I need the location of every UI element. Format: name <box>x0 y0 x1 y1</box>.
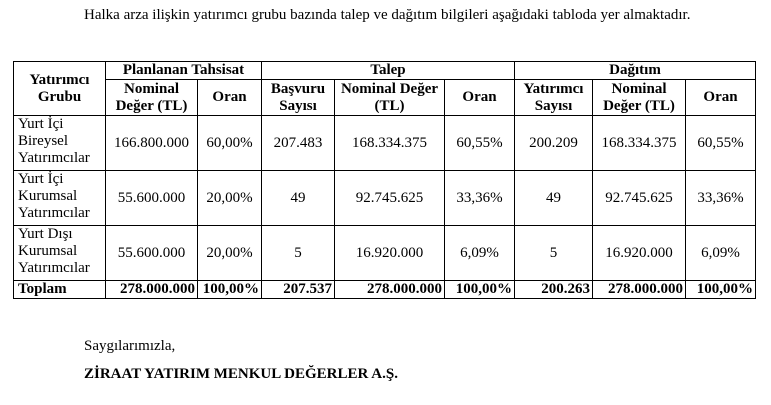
cell-demand-nominal: 168.334.375 <box>335 116 445 171</box>
cell-alloc-ratio: 60,55% <box>686 116 756 171</box>
header-planned-allocation: Planlanan Tahsisat <box>106 62 262 80</box>
cell-applications: 49 <box>262 171 335 226</box>
cell-alloc-nominal: 92.745.625 <box>593 171 686 226</box>
cell-planned-ratio: 60,00% <box>198 116 262 171</box>
header-investors: Yatırımcı Sayısı <box>515 80 593 116</box>
cell-applications: 5 <box>262 226 335 281</box>
total-investors: 200.263 <box>515 281 593 299</box>
cell-planned-nominal: 166.800.000 <box>106 116 198 171</box>
total-alloc-nominal: 278.000.000 <box>593 281 686 299</box>
total-demand-nominal: 278.000.000 <box>335 281 445 299</box>
cell-applications: 207.483 <box>262 116 335 171</box>
cell-investors: 200.209 <box>515 116 593 171</box>
cell-demand-ratio: 6,09% <box>445 226 515 281</box>
cell-demand-ratio: 60,55% <box>445 116 515 171</box>
closing-greeting: Saygılarımızla, <box>84 338 176 354</box>
header-allocation: Dağıtım <box>515 62 756 80</box>
total-label: Toplam <box>14 281 106 299</box>
cell-demand-nominal: 92.745.625 <box>335 171 445 226</box>
header-demand-ratio: Oran <box>445 80 515 116</box>
total-applications: 207.537 <box>262 281 335 299</box>
header-planned-ratio: Oran <box>198 80 262 116</box>
cell-planned-ratio: 20,00% <box>198 171 262 226</box>
total-alloc-ratio: 100,00% <box>686 281 756 299</box>
table-row <box>14 226 756 281</box>
header-demand-nominal: Nominal Değer (TL) <box>335 80 445 116</box>
row-group-label: Yurt Dışı Kurumsal Yatırımcılar <box>14 226 106 281</box>
header-alloc-ratio: Oran <box>686 80 756 116</box>
header-row-sections <box>14 62 756 80</box>
company-name: ZİRAAT YATIRIM MENKUL DEĞERLER A.Ş. <box>84 366 398 382</box>
allocation-table <box>13 61 756 299</box>
cell-investors: 49 <box>515 171 593 226</box>
cell-planned-nominal: 55.600.000 <box>106 171 198 226</box>
cell-alloc-ratio: 6,09% <box>686 226 756 281</box>
total-planned-nominal: 278.000.000 <box>106 281 198 299</box>
cell-planned-nominal: 55.600.000 <box>106 226 198 281</box>
cell-alloc-ratio: 33,36% <box>686 171 756 226</box>
cell-demand-ratio: 33,36% <box>445 171 515 226</box>
row-group-label: Yurt İçi Bireysel Yatırımcılar <box>14 116 106 171</box>
cell-planned-ratio: 20,00% <box>198 226 262 281</box>
header-alloc-nominal: Nominal Değer (TL) <box>593 80 686 116</box>
header-planned-nominal: Nominal Değer (TL) <box>106 80 198 116</box>
header-row-columns <box>14 80 756 116</box>
cell-demand-nominal: 16.920.000 <box>335 226 445 281</box>
cell-alloc-nominal: 168.334.375 <box>593 116 686 171</box>
table-row <box>14 116 756 171</box>
row-group-label: Yurt İçi Kurumsal Yatırımcılar <box>14 171 106 226</box>
header-demand: Talep <box>262 62 515 80</box>
intro-paragraph: Halka arza ilişkin yatırımcı grubu bazında talep ve dağıtım bilgileri aşağıdaki tabloda yer almaktadır. <box>84 7 691 23</box>
header-investor-group: Yatırımcı Grubu <box>14 62 106 116</box>
total-row <box>14 281 756 299</box>
table-row <box>14 171 756 226</box>
total-planned-ratio: 100,00% <box>198 281 262 299</box>
cell-alloc-nominal: 16.920.000 <box>593 226 686 281</box>
header-applications: Başvuru Sayısı <box>262 80 335 116</box>
cell-investors: 5 <box>515 226 593 281</box>
total-demand-ratio: 100,00% <box>445 281 515 299</box>
